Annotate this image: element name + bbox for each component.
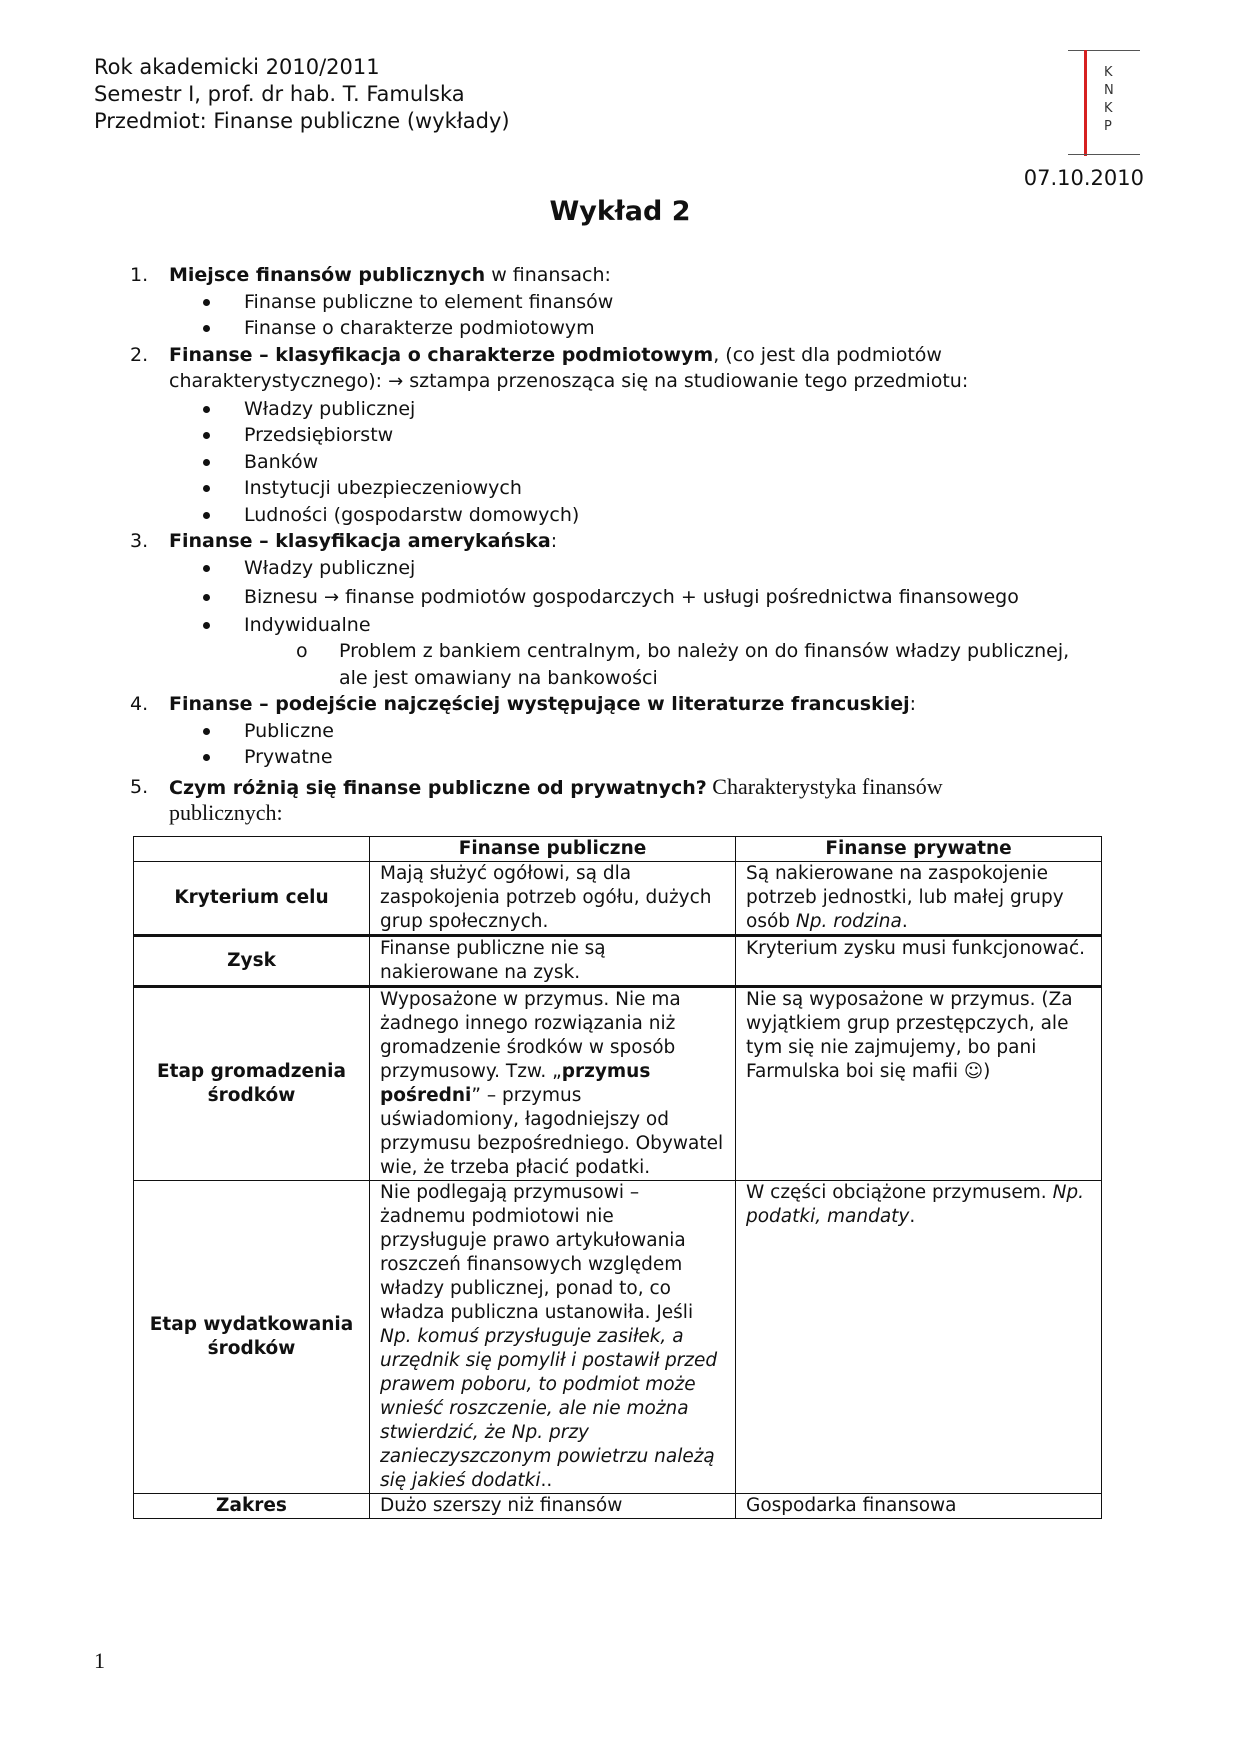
cell-text-italic: Np. komuś przysługuje zasiłek, a urzędnik się pomylił i postawił przed prawem poboru, to podmiot może wnieść roszczenie, ale nie można stwierdzić, że Np. przy zanieczyszczonym powietrzu należą się jakieś dodatki [380,1326,718,1491]
list-item [169,555,1150,582]
bullet-icon [203,459,210,466]
section-number: 5. [130,775,149,798]
knkp-logo [1068,50,1140,156]
list-item-text: Ludności (gospodarstw domowych) [244,503,580,526]
cell-text: W części obciążone przymusem. [746,1182,1053,1203]
column-header-public: Finanse publiczne [370,837,736,862]
section-number: 2. [130,343,149,366]
bullet-icon [203,594,210,601]
comparison-table [133,836,1102,1519]
table-cell-private [736,862,1102,936]
header-subject: Przedmiot: Finanse publiczne (wykłady) [94,109,510,133]
section-heading: Finanse – klasyfikacja o charakterze podmiotowym [169,343,714,366]
section-heading: Miejsce finansów publicznych [169,264,486,286]
section-heading: Finanse – podejście najczęściej występujące w literaturze francuskiej [169,693,910,715]
section-heading-rest: Charakterystyka finansów [706,773,943,799]
bullet-icon [203,485,210,492]
list-item-text: Instytucji ubezpieczeniowych [244,477,522,499]
list-item [169,422,1150,449]
table-cell-private: Nie są wyposażone w przymus. (Za wyjątkiem grup przestępczych, ale tym się nie zajmujemy, bo pani Farmulska boi się mafii ☺) [736,987,1102,1181]
table-cell-public: Dużo szerszy niż finansów [370,1494,736,1519]
list-item [169,449,1150,476]
bullet-icon [203,754,210,761]
logo-letter: K [1104,65,1113,80]
sub-list-text-cont: ale jest omawiany na bankowości [339,666,658,689]
cell-text: Nie podlegają przymusowi – żadnemu podmiotowi nie przysługuje prawo artykułowania roszczeń finansowych względem władzy publicznej, ponad to, co władza publiczna ustanowiła. Jeśli [380,1182,694,1323]
list-item [169,396,1150,423]
sub-list-item [169,638,1150,691]
header-academic-year: Rok akademicki 2010/2011 [94,55,380,79]
sub-list [169,638,1150,691]
logo-letter: K [1104,101,1113,116]
bullet-icon [203,299,210,306]
table-row [134,862,1102,936]
list-item [169,315,1150,342]
section-heading-line2-rest: sztampa przenosząca się na studiowanie tego przedmiotu: [403,370,969,392]
cell-text-end: .. [540,1470,553,1491]
table-row [134,1494,1102,1519]
logo-top-line [1068,50,1140,51]
list-item [169,744,1150,771]
cell-text: Są nakierowane na zaspokojenie potrzeb jednostki, lub małej grupy osób [746,863,1064,932]
header-semester: Semestr I, prof. dr hab. T. Famulska [94,82,465,106]
table-cell-private: Gospodarka finansowa [736,1494,1102,1519]
list-item [169,584,1150,612]
table-row [134,987,1102,1181]
bullet-icon [203,325,210,332]
logo-red-line [1084,50,1087,156]
cell-text-end: ” – przymus uświadomiony, łagodniejszy od przymusu bezpośredniego. Obywatel wie, że trzeba płacić podatki. [380,1085,724,1178]
list-item [169,289,1150,316]
bullet-list [169,396,1150,529]
logo-bottom-line [1068,154,1140,155]
row-header: Etap gromadzenia środków [134,987,370,1181]
bullet-icon [203,432,210,439]
section-heading-rest: : [909,693,917,715]
sub-list-text: Problem z bankiem centralnym, bo należy on do finansów władzy publicznej, [339,640,1070,662]
list-item-text-rest: finanse podmiotów gospodarczych + usługi pośrednictwa finansowego [339,586,1019,608]
page-number: 1 [94,1648,105,1673]
cell-text: Wyposażone w przymus. Nie ma żadnego innego rozwiązania niż gromadzenie środków w sposób przymusowy. Tzw. „ [380,989,681,1082]
table-cell-private [736,1181,1102,1494]
bullet-list [169,555,1150,639]
cell-text-italic: Np. podatki, mandaty [746,1182,1085,1227]
logo-letter: N [1104,83,1114,98]
cell-text-end: . [901,911,908,932]
table-header-row [134,837,1102,862]
document-header [94,54,510,135]
list-item-text: Publiczne [244,719,334,742]
row-header: Etap wydatkowania środków [134,1181,370,1494]
row-header: Kryterium celu [134,862,370,936]
bullet-icon [203,622,210,629]
page-title: Wykład 2 [549,196,691,227]
list-item-text: Biznesu [244,586,324,608]
table-row [134,936,1102,987]
section-3 [130,528,1150,691]
table-cell-public: Finanse publiczne nie są nakierowane na zysk. [370,936,736,987]
section-1 [130,262,1150,342]
list-item-text: Finanse publiczne to element finansów [244,290,614,313]
table-cell-private: Kryterium zysku musi funkcjonować. [736,936,1102,987]
list-item-text: Władzy publicznej [244,556,416,579]
sub-bullet-icon: o [296,640,308,662]
lecture-content [130,262,1150,825]
section-2 [130,342,1150,529]
section-heading-rest: w finansach: [485,264,611,286]
section-4 [130,691,1150,771]
bullet-icon [203,512,210,519]
list-item [169,502,1150,529]
list-item [169,718,1150,745]
list-item-text: Władzy publicznej [244,397,416,420]
arrow-right-icon: → [324,587,340,608]
logo-letter: P [1104,119,1112,134]
logo-letters [1104,64,1114,136]
section-heading: Finanse – klasyfikacja amerykańska [169,530,551,552]
table-cell-public [370,987,736,1181]
row-header: Zakres [134,1494,370,1519]
list-item [169,475,1150,502]
section-heading-rest: : [550,530,558,552]
table-cell-public [370,1181,736,1494]
lecture-date: 07.10.2010 [1023,166,1144,190]
list-item-text: Prywatne [244,746,333,768]
bullet-icon [203,406,210,413]
cell-text-italic: Np. rodzina [795,911,902,932]
column-header-private: Finanse prywatne [736,837,1102,862]
arrow-right-icon: → [388,371,404,392]
list-item-text: Przedsiębiorstw [244,424,394,446]
section-heading-rest: , (co jest dla podmiotów [713,343,942,366]
section-heading-line2: charakterystycznego): [169,370,383,392]
table-cell-public: Mają służyć ogółowi, są dla zaspokojenia potrzeb ogółu, dużych grup społecznych. [370,862,736,936]
table-row [134,1181,1102,1494]
bullet-icon [203,565,210,572]
table-corner-cell [134,837,370,862]
list-item-text: Indywidualne [244,613,371,636]
bullet-list [169,718,1150,771]
section-heading: Czym różnią się finanse publiczne od prywatnych? [169,776,707,799]
cell-text-end: . [909,1206,916,1227]
section-number: 1. [130,264,149,286]
section-number: 3. [130,530,149,552]
section-heading-line2: publicznych: [169,800,283,825]
bullet-icon [203,728,210,735]
bullet-list [169,289,1150,342]
list-item-text: Banków [244,450,319,473]
list-item [169,612,1150,639]
section-number: 4. [130,693,149,715]
list-item-text: Finanse o charakterze podmiotowym [244,317,595,339]
cell-text-bold: przymus pośredni [380,1061,651,1106]
row-header: Zysk [134,936,370,987]
section-5 [130,774,1150,826]
